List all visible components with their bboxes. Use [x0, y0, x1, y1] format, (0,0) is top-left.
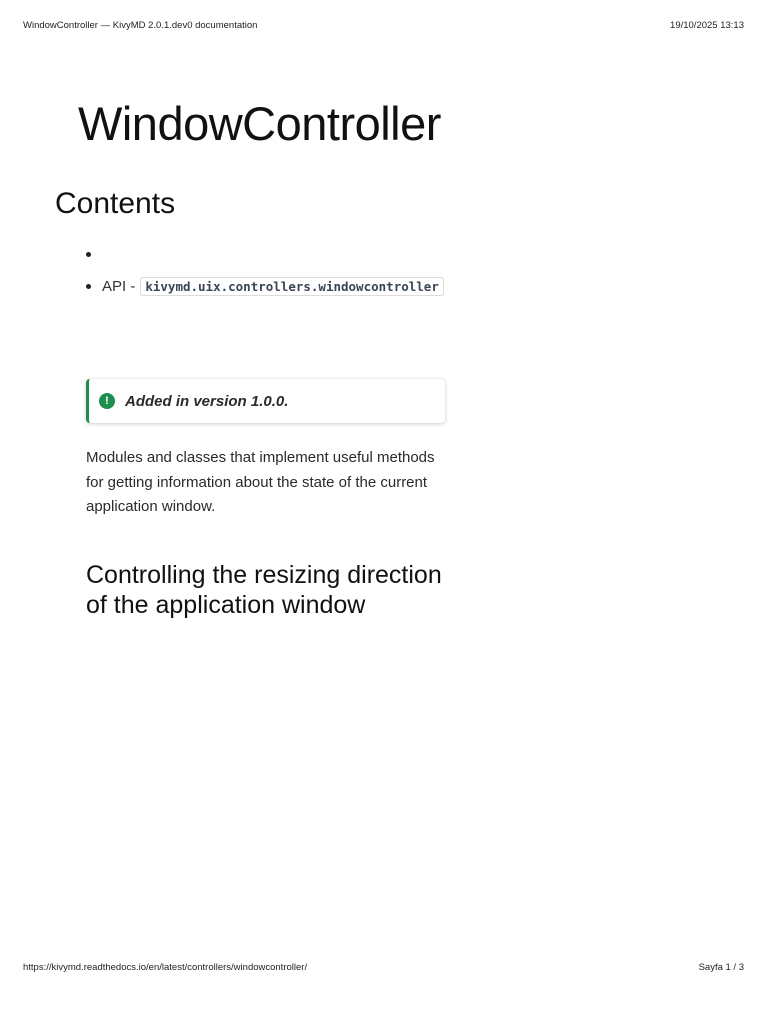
page-title: WindowController [78, 97, 441, 150]
contents-heading: Contents [55, 187, 176, 220]
print-footer [23, 962, 744, 973]
admonition-text: Added in version 1.0.0. [125, 392, 289, 410]
version-added-admonition [86, 379, 445, 423]
table-of-contents [86, 240, 444, 300]
print-header [23, 20, 744, 31]
toc-item[interactable] [86, 240, 444, 268]
bullet-icon [86, 252, 91, 257]
toc-item-label[interactable]: API - [102, 277, 136, 295]
toc-item-api[interactable] [86, 272, 444, 300]
bullet-icon [86, 284, 91, 289]
intro-paragraph: Modules and classes that implement useful methods for getting information about the state of the current application window. [86, 449, 435, 515]
print-header-title: WindowController — KivyMD 2.0.1.dev0 documentation [23, 20, 258, 31]
print-footer-page-indicator: Sayfa 1 / 3 [698, 962, 744, 973]
section-heading: Controlling the resizing direction of the application window [86, 561, 442, 619]
print-header-datetime: 19/10/2025 13:13 [670, 20, 744, 31]
exclamation-icon: ! [99, 393, 115, 409]
print-footer-url: https://kivymd.readthedocs.io/en/latest/controllers/windowcontroller/ [23, 962, 308, 973]
toc-item-code[interactable]: kivymd.uix.controllers.windowcontroller [140, 277, 444, 296]
